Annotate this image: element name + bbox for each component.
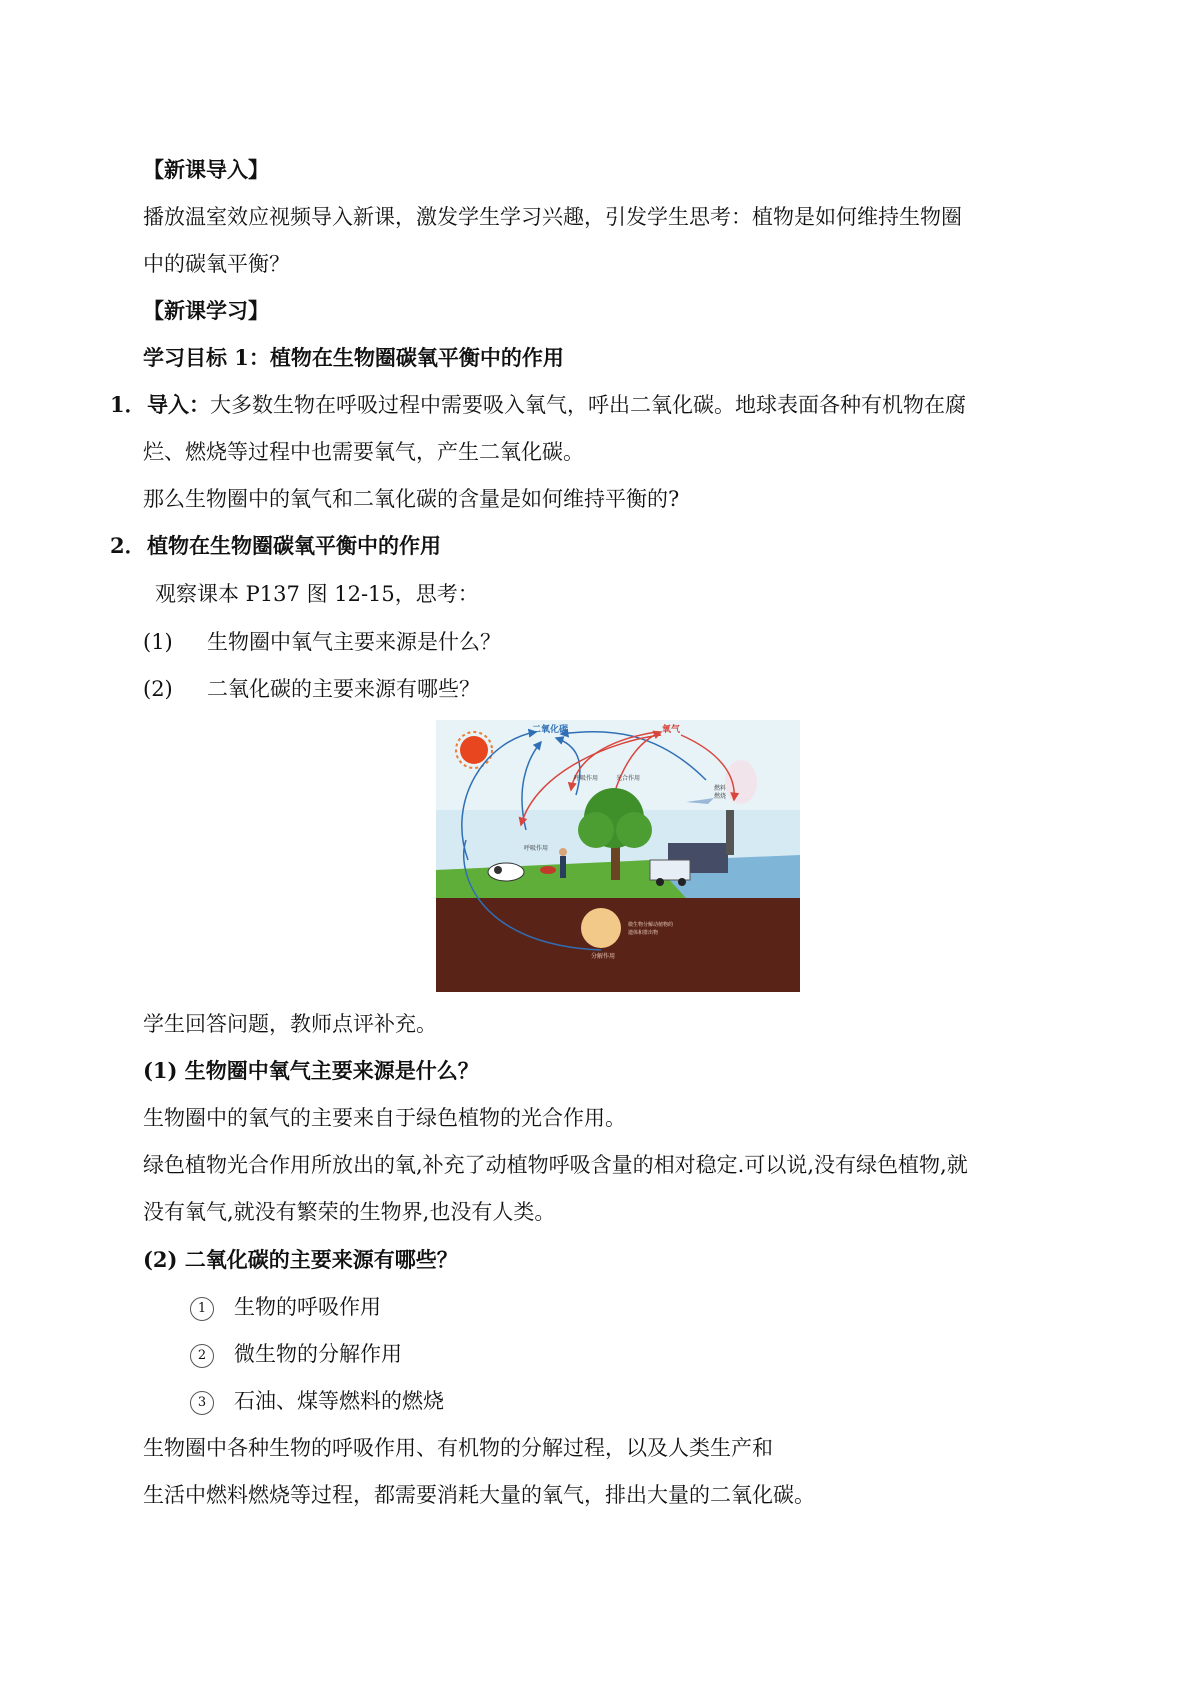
item1-line1 [147,390,966,420]
animal-respiration-label: 呼吸作用 [524,846,549,852]
circled-number-1: 1 [190,1297,214,1321]
circled-number-2: 2 [190,1344,214,1368]
co2-label: 二氧化碳 [532,724,569,734]
question1-number: (1) [143,630,173,654]
item1-line3: 那么生物圈中的氧气和二氧化碳的含量是如何维持平衡的? [143,487,680,511]
tree-leaf-right [616,812,652,848]
wheelbarrow-icon [540,866,556,874]
cow-spot [494,866,502,874]
item1-text1: 大多数生物在呼吸过程中需要吸入氧气，呼出二氧化碳。地球表面各种有机物在腐 [210,393,966,417]
microbe-label: 微生物分解动植物的 [628,922,674,928]
chimney-icon [726,810,734,855]
answer1-title: (1) 生物圈中氧气主要来源是什么？ [143,1058,479,1083]
summary-line1: 生物圈中各种生物的呼吸作用、有机物的分解过程，以及人类生产和 [143,1436,773,1460]
source-text-1: 生物的呼吸作用 [234,1295,381,1319]
item1-line2: 烂、燃烧等过程中也需要氧气，产生二氧化碳。 [143,440,584,464]
source-item-3 [190,1386,444,1416]
truck-wheel-front [656,878,664,886]
microbe-icon [581,908,621,948]
truck-icon [650,860,690,880]
answers-intro: 学生回答问题，教师点评补充。 [143,1012,437,1036]
microbe-label-2: 遗体和排出物 [628,930,659,936]
tree-leaf-left [578,812,614,848]
smoke-icon [725,760,757,804]
circled-number-3: 3 [190,1391,214,1415]
answer1-line3: 没有氧气,就没有繁荣的生物界,也没有人类。 [143,1200,556,1224]
photosynthesis-label: 光合作用 [616,776,641,782]
item2-number: 2． [110,533,146,558]
item1-label: 导入： [147,392,210,417]
intro-text-line1: 播放温室效应视频导入新课，激发学生学习兴趣，引发学生思考：植物是如何维持生物圈 [143,205,962,229]
o2-label: 氧气 [662,724,681,734]
summary-line2: 生活中燃料燃烧等过程，都需要消耗大量的氧气，排出大量的二氧化碳。 [143,1483,815,1507]
answer1-line2: 绿色植物光合作用所放出的氧,补充了动植物呼吸含量的相对稳定.可以说,没有绿色植物,就 [143,1153,968,1177]
answer1-line1: 生物圈中的氧气的主要来自于绿色植物的光合作用。 [143,1106,626,1130]
answer2-title: (2) 二氧化碳的主要来源有哪些？ [143,1247,458,1272]
farmer-icon [560,856,566,878]
sun-icon [460,736,488,764]
cow-icon [488,863,524,881]
decompose-label: 分解作用 [591,954,616,960]
item2-title: 植物在生物圈碳氧平衡中的作用 [147,533,441,558]
question2-text: 二氧化碳的主要来源有哪些？ [207,677,480,701]
intro-text-line2: 中的碳氧平衡？ [143,252,290,276]
source-item-2 [190,1339,402,1369]
study-goal: 学习目标 1：植物在生物圈碳氧平衡中的作用 [143,345,564,370]
respiration-label: 呼吸作用 [574,776,599,782]
farmer-head [559,848,567,856]
question2-number: (2) [143,677,173,701]
burn-label: 燃烧 [714,794,727,800]
source-item-1 [190,1292,381,1322]
study-heading: 【新课学习】 [143,298,269,323]
source-text-2: 微生物的分解作用 [234,1342,402,1366]
truck-wheel-back [678,878,686,886]
question1-text: 生物圈中氧气主要来源是什么？ [207,630,501,654]
item2-observe: 观察课本 P137 图 12-15，思考： [155,582,479,606]
intro-heading: 【新课导入】 [143,157,269,182]
source-text-3: 石油、煤等燃料的燃烧 [234,1389,444,1413]
carbon-oxygen-cycle-figure [436,720,800,992]
item1-number: 1． [110,392,146,417]
fuel-label: 燃料 [714,786,727,792]
